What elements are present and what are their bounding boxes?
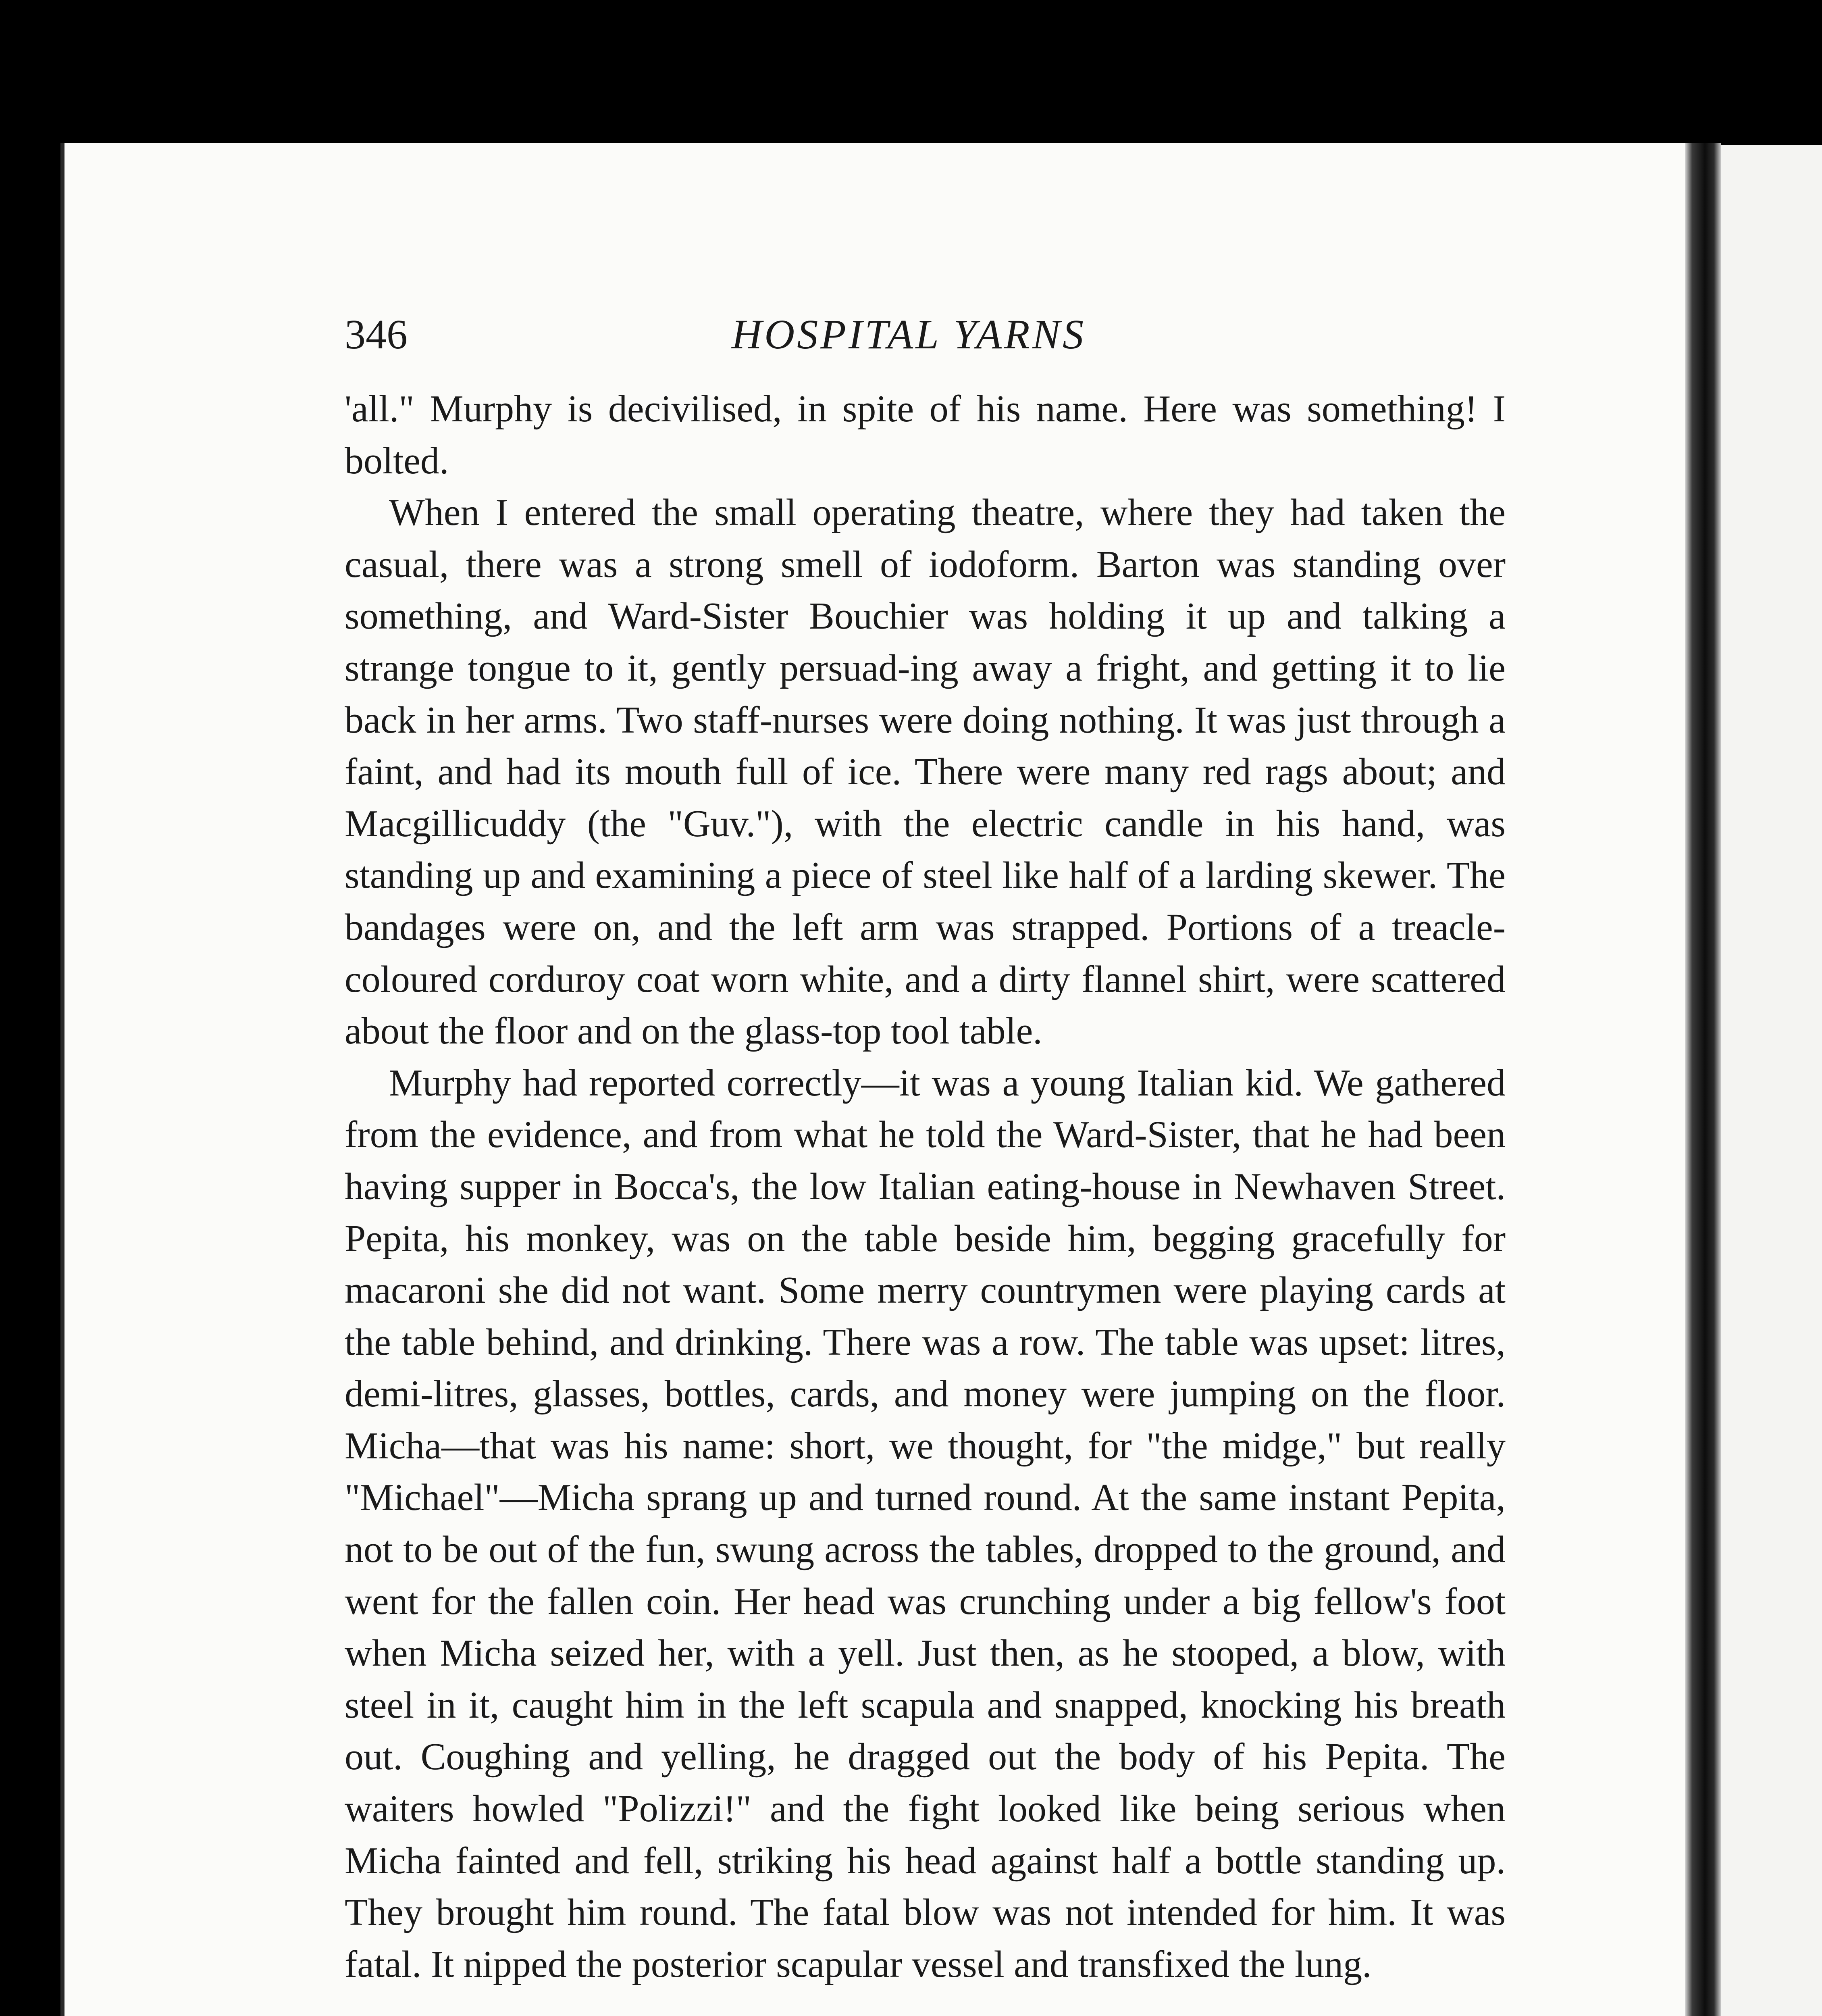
- page-number: 346: [345, 311, 408, 358]
- paragraph: When I entered the small operating theatre, where they had taken the casual, there was a strong smell of iodoform. Barton was standing over something, and Ward-Sister Bouchier was holding it up and talking a strange tongue to it, gently persuad-ing away a fright, and getting it to lie back in her arms. Two staff-nurses were doing nothing. It was just through a faint, and had its mouth full of ice. There were many red rags about; and Macgillicuddy (the "Guv."), with the electric candle in his hand, was standing up and examining a piece of steel like half of a larding skewer. The bandages were on, and the left arm was strapped. Portions of a treacle-coloured corduroy coat worn white, and a dirty flannel shirt, were scattered about the floor and on the glass-top tool table.: [345, 492, 1506, 1052]
- book-binding-gutter: [1685, 143, 1721, 2016]
- running-title: HOSPITAL YARNS: [732, 311, 1086, 358]
- paragraph: Murphy had reported correctly—it was a young Italian kid. We gathered from the evidence, and from what he told the Ward-Sister, that he had been having supper in Bocca's, the low Italian eating-house in Newhaven Street. Pepita, his monkey, was on the table beside him, begging gracefully for macaroni she did not want. Some merry countrymen were playing cards at the table behind, and drinking. There was a row. The table was upset: litres, demi-litres, glasses, bottles, cards, and money were jumping on the floor. Micha—that was his name: short, we thought, for "the midge," but really "Michael"—Micha sprang up and turned round. At the same instant Pepita, not to be out of the fun, swung across the tables, dropped to the ground, and went for the fallen coin. Her head was crunching under a big fellow's foot when Micha seized her, with a yell. Just then, as he stooped, a blow, with steel in it, caught him in the left scapula and snapped, knocking his breath out. Coughing and yelling, he dragged out the body of his Pepita. The waiters howled "Polizzi!" and the fight looked like being serious when Micha fainted and fell, striking his head against half a bottle standing up. They brought him round. The fatal blow was not intended for him. It was fatal. It nipped the posterior scapular vessel and transfixed the lung.: [345, 1062, 1506, 1985]
- body-text: [345, 383, 1506, 1990]
- paragraph: 'all." Murphy is decivilised, in spite of his name. Here was something! I bolted.: [345, 388, 1506, 482]
- page-header: [345, 310, 1514, 367]
- next-page-edge: [1721, 145, 1822, 2016]
